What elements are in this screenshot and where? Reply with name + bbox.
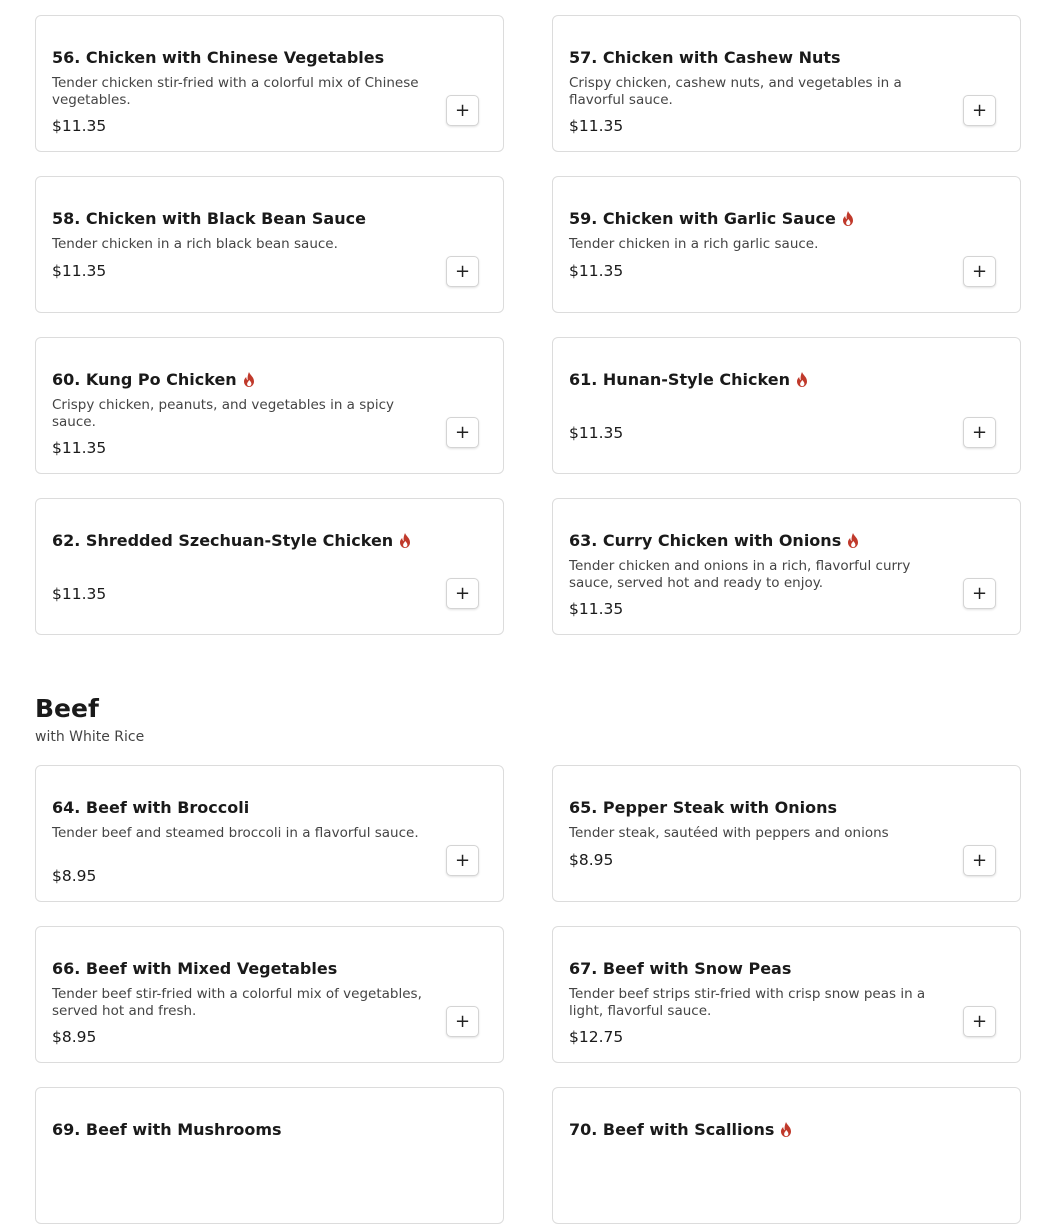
item-price: $8.95 (569, 851, 614, 869)
item-price: $11.35 (52, 585, 107, 603)
menu-item-card[interactable] (35, 498, 504, 635)
item-title (569, 48, 841, 67)
item-name: 63. Curry Chicken with Onions (569, 531, 842, 550)
add-to-cart-button[interactable]: + (446, 417, 479, 448)
item-price: $11.35 (569, 117, 624, 135)
item-price: $11.35 (569, 424, 624, 442)
item-price: $11.35 (52, 117, 107, 135)
item-description: Tender chicken in a rich black bean sauce. (52, 236, 338, 252)
menu-item-card[interactable] (552, 15, 1021, 152)
item-description: Tender chicken and onions in a rich, flavorful curry sauce, served hot and ready to enjoy. (569, 558, 911, 591)
item-title (52, 370, 255, 389)
item-title (569, 1120, 792, 1139)
item-name: 59. Chicken with Garlic Sauce (569, 209, 836, 228)
item-name: 61. Hunan-Style Chicken (569, 370, 790, 389)
item-title (52, 531, 411, 550)
item-description: Tender steak, sautéed with peppers and onions (569, 825, 889, 841)
item-title (52, 48, 384, 67)
add-to-cart-button[interactable]: + (446, 256, 479, 287)
menu-item-card[interactable] (552, 176, 1021, 313)
flame-icon (796, 372, 808, 387)
item-title (52, 959, 337, 978)
item-price: $11.35 (569, 600, 624, 618)
add-to-cart-button[interactable]: + (963, 417, 996, 448)
menu-item-card[interactable] (35, 765, 504, 902)
item-description: Tender beef stir-fried with a colorful mix of vegetables, served hot and fresh. (52, 986, 422, 1019)
item-name: 64. Beef with Broccoli (52, 798, 250, 817)
item-title (569, 370, 808, 389)
flame-icon (399, 533, 411, 548)
item-name: 70. Beef with Scallions (569, 1120, 775, 1139)
item-description: Tender chicken stir-fried with a colorful mix of Chinese vegetables. (52, 75, 419, 108)
chicken-item-grid (35, 15, 1021, 635)
item-price: $8.95 (52, 867, 97, 885)
add-to-cart-button[interactable]: + (963, 1006, 996, 1037)
item-description: Tender beef and steamed broccoli in a flavorful sauce. (52, 825, 419, 841)
add-to-cart-button[interactable]: + (446, 578, 479, 609)
add-to-cart-button[interactable]: + (963, 256, 996, 287)
item-price: $11.35 (52, 262, 107, 280)
menu-item-card[interactable] (552, 926, 1021, 1063)
add-to-cart-button[interactable]: + (963, 95, 996, 126)
item-description: Crispy chicken, cashew nuts, and vegetables in a flavorful sauce. (569, 75, 902, 108)
item-title (569, 531, 859, 550)
item-description: Tender chicken in a rich garlic sauce. (569, 236, 819, 252)
beef-section-header (35, 694, 144, 745)
item-description: Crispy chicken, peanuts, and vegetables in a spicy sauce. (52, 397, 395, 430)
menu-item-card[interactable] (552, 337, 1021, 474)
item-title (569, 209, 854, 228)
menu-item-card[interactable] (552, 765, 1021, 902)
add-to-cart-button[interactable]: + (963, 578, 996, 609)
section-subtitle: with White Rice (35, 729, 145, 745)
item-price: $8.95 (52, 1028, 97, 1046)
menu-item-card[interactable] (35, 176, 504, 313)
add-to-cart-button[interactable]: + (963, 845, 996, 876)
item-name: 56. Chicken with Chinese Vegetables (52, 48, 385, 67)
section-title: Beef (35, 694, 99, 723)
item-name: 58. Chicken with Black Bean Sauce (52, 209, 366, 228)
menu-item-card[interactable] (35, 15, 504, 152)
item-name: 69. Beef with Mushrooms (52, 1120, 282, 1139)
item-name: 62. Shredded Szechuan-Style Chicken (52, 531, 394, 550)
item-title (52, 209, 366, 228)
item-title (569, 798, 837, 817)
item-name: 65. Pepper Steak with Onions (569, 798, 837, 817)
item-price: $11.35 (569, 262, 624, 280)
flame-icon (780, 1122, 792, 1137)
item-name: 67. Beef with Snow Peas (569, 959, 792, 978)
flame-icon (847, 533, 859, 548)
item-name: 60. Kung Po Chicken (52, 370, 237, 389)
menu-item-card[interactable] (35, 1087, 504, 1224)
item-price: $12.75 (569, 1028, 624, 1046)
menu-item-card[interactable] (552, 1087, 1021, 1224)
item-name: 66. Beef with Mixed Vegetables (52, 959, 338, 978)
item-price: $11.35 (52, 439, 107, 457)
flame-icon (243, 372, 255, 387)
item-title (569, 959, 791, 978)
add-to-cart-button[interactable]: + (446, 1006, 479, 1037)
item-name: 57. Chicken with Cashew Nuts (569, 48, 841, 67)
item-description: Tender beef strips stir-fried with crisp snow peas in a light, flavorful sauce. (569, 986, 926, 1019)
add-to-cart-button[interactable]: + (446, 845, 479, 876)
add-to-cart-button[interactable]: + (446, 95, 479, 126)
item-title (52, 1120, 282, 1139)
menu-item-card[interactable] (35, 337, 504, 474)
item-title (52, 798, 249, 817)
beef-item-grid (35, 765, 1021, 1224)
menu-item-card[interactable] (552, 498, 1021, 635)
menu-item-card[interactable] (35, 926, 504, 1063)
flame-icon (842, 211, 854, 226)
